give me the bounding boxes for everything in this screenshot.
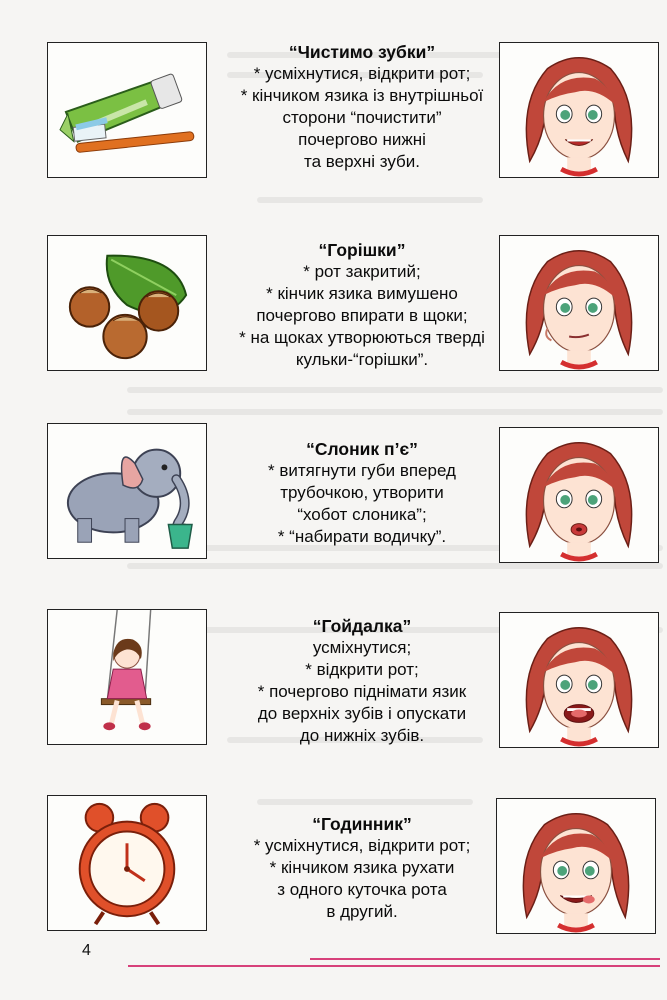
exercise-line: * витягнути губи вперед <box>268 461 456 480</box>
exercise-line: до верхніх зубів і опускати <box>257 704 467 723</box>
exercise-title: “Горішки” <box>318 240 406 260</box>
girl-on-swing-icon <box>48 610 206 744</box>
exercise-4-left-image <box>47 609 207 745</box>
exercise-4-right-image <box>499 612 659 748</box>
girl-face-tongue-up-icon <box>500 613 658 747</box>
exercise-line: сторони “почистити” <box>282 108 442 127</box>
exercise-1-left-image <box>47 42 207 178</box>
exercise-5-left-image <box>47 795 207 931</box>
alarm-clock-icon <box>48 796 206 930</box>
exercise-1-right-image <box>499 42 659 178</box>
girl-face-tongue-side-icon <box>497 799 655 933</box>
exercise-line: трубочкою, утворити <box>280 483 444 502</box>
exercise-3-text <box>202 438 522 548</box>
exercise-line: та верхні зуби. <box>304 152 420 171</box>
elephant-drinking-icon <box>48 424 206 558</box>
exercise-3-right-image <box>499 427 659 563</box>
girl-face-smiling-icon <box>500 43 658 177</box>
exercise-line: * рот закритий; <box>303 262 421 281</box>
exercise-2-text <box>202 239 522 371</box>
exercise-line: * усміхнутися, відкрити рот; <box>253 836 471 855</box>
exercise-title: “Слоник п’є” <box>306 439 418 459</box>
exercise-line: * кінчиком язика рухати <box>269 858 455 877</box>
exercise-3-left-image <box>47 423 207 559</box>
exercise-2-left-image <box>47 235 207 371</box>
toothbrush-toothpaste-icon <box>48 43 206 177</box>
exercise-line: * кінчиком язика із внутрішньої <box>240 86 484 105</box>
girl-face-cheek-bulge-icon <box>500 236 658 370</box>
girl-face-lips-forward-icon <box>500 428 658 562</box>
exercise-5-right-image <box>496 798 656 934</box>
exercise-line: усміхнутися; <box>312 638 412 657</box>
exercise-4-text <box>202 615 522 747</box>
exercise-line: в другий. <box>326 902 398 921</box>
exercise-line: * “набирати водичку”. <box>277 527 447 546</box>
exercise-line: кульки-“горішки”. <box>295 350 429 369</box>
footer-rule-bottom <box>128 965 660 967</box>
exercise-line: почергово нижні <box>298 130 426 149</box>
exercise-line: * кінчик язика вимушено <box>266 284 458 303</box>
hazelnuts-icon <box>48 236 206 370</box>
footer-rule-top <box>310 958 660 960</box>
exercise-line: почергово впирати в щоки; <box>256 306 468 325</box>
exercise-title: “Гойдалка” <box>312 616 412 636</box>
exercise-1-text <box>202 41 522 173</box>
exercise-2-right-image <box>499 235 659 371</box>
exercise-5-text <box>202 813 522 923</box>
exercise-line: * відкрити рот; <box>305 660 419 679</box>
exercise-line: до нижніх зубів. <box>299 726 425 745</box>
exercise-title: “Годинник” <box>312 814 412 834</box>
exercise-line: з одного куточка рота <box>277 880 447 899</box>
exercise-line: * на щоках утворюються тверді <box>239 328 485 347</box>
page-number: 4 <box>82 942 91 959</box>
exercise-line: “хобот слоника”; <box>297 505 427 524</box>
exercise-title: “Чистимо зубки” <box>288 42 436 62</box>
exercise-line: * почергово піднімати язик <box>257 682 467 701</box>
exercise-line: * усміхнутися, відкрити рот; <box>253 64 471 83</box>
